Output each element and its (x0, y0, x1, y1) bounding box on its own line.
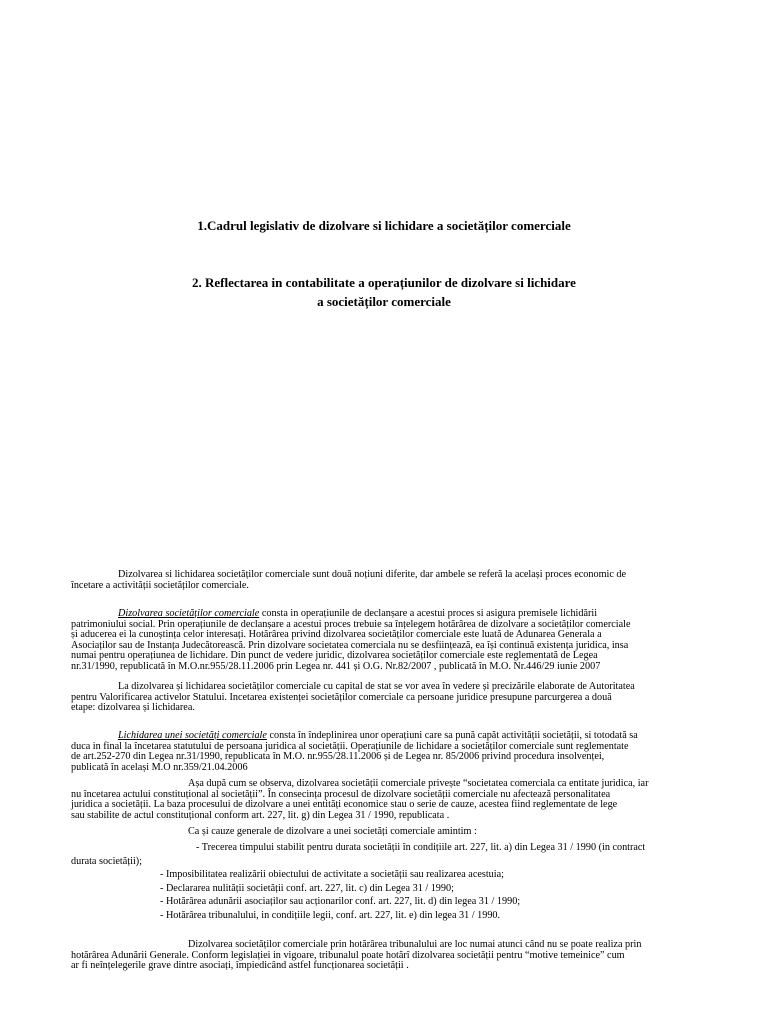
paragraph-7-line-2: hotărârea Adunării Generale. Conform legislației in vigoare, tribunalul poate hotărî dizolvarea societății pentru “motive temeinice” cum (71, 949, 625, 961)
paragraph-3-line-2: pentru Valorificarea activelor Statului. Incetarea existenței societăților comerciale ca persoane juridice presupune parcurgerea a două (71, 691, 612, 703)
term-lichidare: Lichidarea unei societăți comerciale (118, 730, 267, 741)
list-item-4: - Hotărârea adunării asociaților sau acționarilor conf. art. 227, lit. d) din legea 31 / 1990; (160, 896, 521, 908)
paragraph-dizolvare-text-1: consta in operațiunile de declanșare a acestui proces si asigura premisele lichidării (259, 608, 598, 619)
paragraph-1 (71, 570, 727, 591)
paragraph-lichidare-line-4: publicată în același M.O nr.359/21.04.2006 (71, 761, 248, 773)
list-item-1-line-1: - Trecerea timpului stabilit pentru durata societății în condițiile art. 227, lit. a) din Legea 31 / 1990 (in contract (196, 842, 646, 853)
paragraph-5-line-4: sau stabilite de actul constituțional conform art. 227, lit. g) din Legea 31 / 1990, republicata . (71, 809, 450, 821)
list-item-3: - Declararea nulității societății conf. art. 227, lit. c) din Legea 31 / 1990; (160, 882, 454, 894)
paragraph-dizolvare-line-1 (71, 609, 727, 620)
paragraph-5-line-2: nu încetarea actului constituțional al societății”. În consecința procesul de dizolvare societății comerciale nu afectează personalitatea (71, 788, 611, 800)
heading-section-2-line-1: 2. Reflectarea in contabilitate a operațiunilor de dizolvare si lichidare (192, 275, 576, 290)
paragraph-3-line-1: La dizolvarea și lichidarea societăților comerciale cu capital de stat se vor avea în vedere și precizările elaborate de Autoritatea (118, 681, 635, 692)
list-item-2: - Imposibilitatea realizării obiectului de activitate a societății sau realizarea acestuia; (160, 869, 504, 881)
paragraph-dizolvare-line-4: Asociaților sau de Instanța Judecătorească. Prin dizolvare societatea comerciala nu se desființează, ea își continuă existența juridica, insa (71, 639, 629, 651)
paragraph-5-line-3: juridica a societății. La baza procesului de dizolvare a unei entități economice stau o serie de cauze, acestea fiind reglementate de lege (71, 799, 618, 811)
heading-section-2-line-2: a societăților comerciale (317, 294, 451, 309)
paragraph-1-line-2: încetare a activității societăților comerciale. (71, 579, 249, 591)
paragraph-dizolvare-line-3: și aducerea ei la cunoștința celor interesați. Hotărârea privind dizolvarea societăților comerciale este luată de Adunarea Generala a (71, 629, 602, 641)
list-item-5: - Hotărârea tribunalului, in condițiile legii, conf. art. 227, lit. e) din legea 31 / 1990. (160, 909, 501, 921)
paragraph-lichidare-text-1: consta în îndeplinirea unor operațiuni care sa pună capăt activității societății, si totodată sa (266, 730, 638, 741)
paragraph-dizolvare-line-6: nr.31/1990, republicată în M.O.nr.955/28.11.2006 prin Legea nr. 441 și O.G. Nr.82/2007 , publicată în M.O. Nr.446/29 iunie 2007 (71, 660, 601, 672)
causes-list (71, 843, 727, 922)
paragraph-dizolvare-line-5: numai pentru operațiunea de lichidare. Din punct de vedere juridic, dizolvarea societăților comerciale este reglementată de Legea (71, 650, 598, 662)
paragraph-lichidare-line-3: de art.252-270 din Legea nr.31/1990, republicata în M.O. nr.955/28.11.2006 și de Legea nr. 85/2006 privind procedura insolvenței, (71, 751, 605, 763)
paragraph-7 (71, 940, 727, 972)
paragraph-lichidare (71, 731, 727, 773)
paragraph-3 (71, 682, 727, 714)
paragraph-lichidare-line-2: duca in final la încetarea statutului de persoana juridica al societății. Operațiunile de lichidare a societăților comerciale sunt reglementate (71, 740, 629, 752)
heading-section-2 (0, 273, 768, 311)
paragraph-dizolvare-line-2: patrimoniului social. Prin operațiunile de declanșare a acestui proces trebuie sa înțelegem hotărârea de dizolvare a societăților comerciale (71, 618, 631, 630)
paragraph-5-line-1: Așa după cum se observa, dizolvarea societății comerciale privește “societatea comerciala ca entitate juridica, iar (188, 778, 649, 789)
paragraph-dizolvare (71, 609, 727, 673)
paragraph-causes-intro: Ca și cauze generale de dizolvare a unei societăți comerciale amintim : (188, 826, 477, 837)
term-dizolvare: Dizolvarea societăților comerciale (118, 608, 260, 619)
paragraph-3-line-3: etape: dizolvarea și lichidarea. (71, 702, 195, 714)
paragraph-7-line-1: Dizolvarea societăților comerciale prin hotărârea tribunalului are loc numai atunci când nu se poate realiza prin (188, 939, 642, 950)
paragraph-7-line-3: ar fi neînțelegerile grave dintre asociați, împiedicând astfel funcționarea societății . (71, 960, 409, 972)
paragraph-lichidare-line-1 (71, 731, 727, 742)
list-item-1-line-2: durata societății); (71, 855, 142, 867)
heading-section-1: 1.Cadrul legislativ de dizolvare si lichidare a societăților comerciale (197, 218, 571, 233)
paragraph-5 (71, 779, 727, 821)
paragraph-1-line-1: Dizolvarea si lichidarea societăților comerciale sunt două noțiuni diferite, dar ambele se referă la același proces economic de (118, 569, 627, 580)
